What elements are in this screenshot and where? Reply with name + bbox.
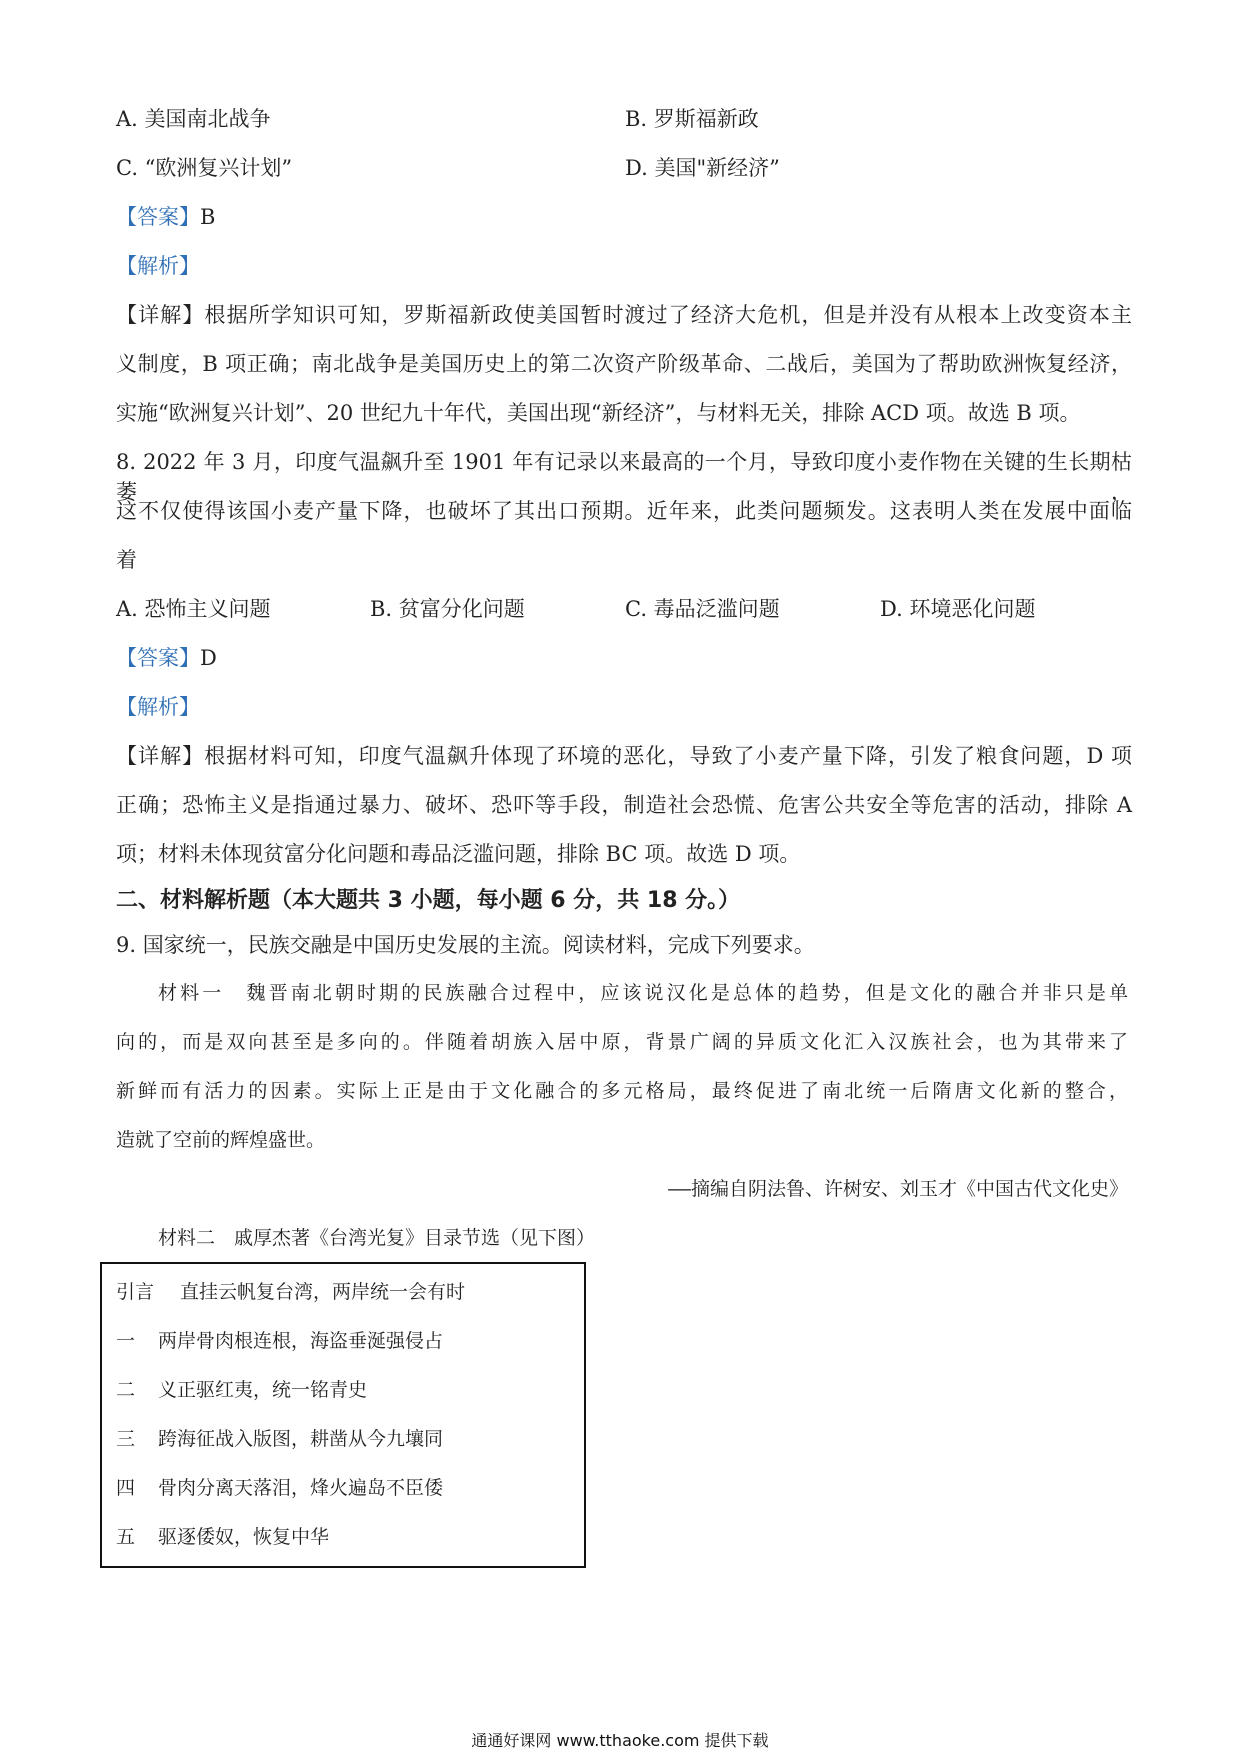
section-heading: 二、材料解析题（本大题共 3 小题，每小题 6 分，共 18 分。） — [116, 888, 741, 913]
toc-row — [116, 1375, 367, 1405]
toc-row — [116, 1522, 329, 1552]
detail-tag: 【详解】 — [116, 303, 205, 327]
q7-option-a: A. 美国南北战争 — [116, 107, 271, 131]
toc-number: 二 — [116, 1379, 136, 1401]
toc-title: 两岸骨肉根连根，海盗垂涎强侵占 — [158, 1330, 444, 1352]
toc-row — [116, 1277, 465, 1307]
q7-detail-line-1 — [116, 300, 1132, 330]
q7-analysis — [116, 251, 200, 281]
q9-stem: 9. 国家统一，民族交融是中国历史发展的主流。阅读材料，完成下列要求。 — [116, 933, 815, 957]
toc-number: 一 — [116, 1330, 136, 1352]
toc-title: 直挂云帆复台湾，两岸统一会有时 — [180, 1281, 466, 1303]
toc-row — [116, 1326, 443, 1356]
toc-number: 四 — [116, 1477, 136, 1499]
analysis-tag: 【解析】 — [116, 695, 200, 719]
q8-detail-line-2: 正确；恐怖主义是指通过暴力、破坏、恐吓等手段，制造社会恐慌、危害公共安全等危害的活动，排除 A — [116, 793, 1132, 817]
toc-number: 五 — [116, 1526, 136, 1548]
analysis-tag: 【解析】 — [116, 254, 200, 278]
q7-option-b: B. 罗斯福新政 — [625, 107, 759, 131]
q9-material1-source: ——摘编自阴法鲁、许树安、刘玉才《中国古代文化史》 — [668, 1178, 1128, 1200]
answer-value: B — [200, 205, 216, 229]
toc-title: 义正驱红夷，统一铭青史 — [158, 1379, 368, 1401]
detail-tag: 【详解】 — [116, 744, 205, 768]
toc-title: 驱逐倭奴，恢复中华 — [158, 1526, 330, 1548]
q8-option-b: B. 贫富分化问题 — [370, 597, 525, 621]
q7-answer — [116, 202, 215, 232]
footer-watermark: 通通好课网 www.tthaoke.com 提供下载 — [471, 1731, 769, 1750]
q8-option-d: D. 环境恶化问题 — [880, 597, 1036, 621]
detail-text: 根据材料可知，印度气温飙升体现了环境的恶化，导致了小麦产量下降，引发了粮食问题，D 项 — [204, 744, 1133, 768]
toc-number: 三 — [116, 1428, 136, 1450]
q7-detail-line-3: 实施“欧洲复兴计划”、20 世纪九十年代，美国出现“新经济”，与材料无关，排除 ACD 项。故选 B 项。 — [116, 401, 1081, 425]
detail-text: 根据所学知识可知，罗斯福新政使美国暂时渡过了经济大危机，但是并没有从根本上改变资本主 — [204, 303, 1133, 327]
q8-stem-line-3: 着 — [116, 548, 137, 572]
q8-stem-line-1: 8. 2022 年 3 月，印度气温飙升至 1901 年有记录以来最高的一个月，导致印度小麦作物在关键的生长期枯萎， — [116, 450, 1132, 504]
toc-row — [116, 1424, 443, 1454]
answer-tag: 【答案】 — [116, 646, 200, 670]
q8-detail-line-3: 项；材料未体现贫富分化问题和毒品泛滥问题，排除 BC 项。故选 D 项。 — [116, 842, 801, 866]
q9-material1-line-4: 造就了空前的辉煌盛世。 — [116, 1129, 326, 1151]
toc-title: 跨海征战入版图，耕凿从今九壤同 — [158, 1428, 444, 1450]
q7-detail-line-2: 义制度，B 项正确；南北战争是美国历史上的第二次资产阶级革命、二战后，美国为了帮助欧洲恢复经济， — [116, 352, 1132, 376]
q9-material1-line-2: 向的，而是双向甚至是多向的。伴随着胡族入居中原，背景广阔的异质文化汇入汉族社会，也为其带来了 — [116, 1031, 1128, 1053]
q9-material2-intro: 材料二 戚厚杰著《台湾光复》目录节选（见下图） — [158, 1227, 596, 1249]
q7-option-d: D. 美国"新经济” — [625, 156, 780, 180]
q9-material1-line-1: 材料一 魏晋南北朝时期的民族融合过程中，应该说汉化是总体的趋势，但是文化的融合并非只是单 — [158, 982, 1128, 1004]
toc-number: 引言 — [116, 1281, 155, 1303]
q8-option-c: C. 毒品泛滥问题 — [625, 597, 780, 621]
q9-material1-line-3: 新鲜而有活力的因素。实际上正是由于文化融合的多元格局，最终促进了南北统一后隋唐文化新的整合， — [116, 1080, 1128, 1102]
answer-tag: 【答案】 — [116, 205, 200, 229]
q7-option-c: C. “欧洲复兴计划” — [116, 156, 293, 180]
toc-title: 骨肉分离天落泪，烽火遍岛不臣倭 — [158, 1477, 444, 1499]
q8-stem-line-2: 这不仅使得该国小麦产量下降，也破坏了其出口预期。近年来，此类问题频发。这表明人类在发展中面临 — [116, 499, 1132, 523]
answer-value: D — [200, 646, 217, 670]
q8-answer — [116, 643, 217, 673]
toc-row — [116, 1473, 443, 1503]
q8-analysis — [116, 692, 200, 722]
q8-option-a: A. 恐怖主义问题 — [116, 597, 271, 621]
toc-box — [100, 1262, 586, 1568]
q8-detail-line-1 — [116, 741, 1132, 771]
